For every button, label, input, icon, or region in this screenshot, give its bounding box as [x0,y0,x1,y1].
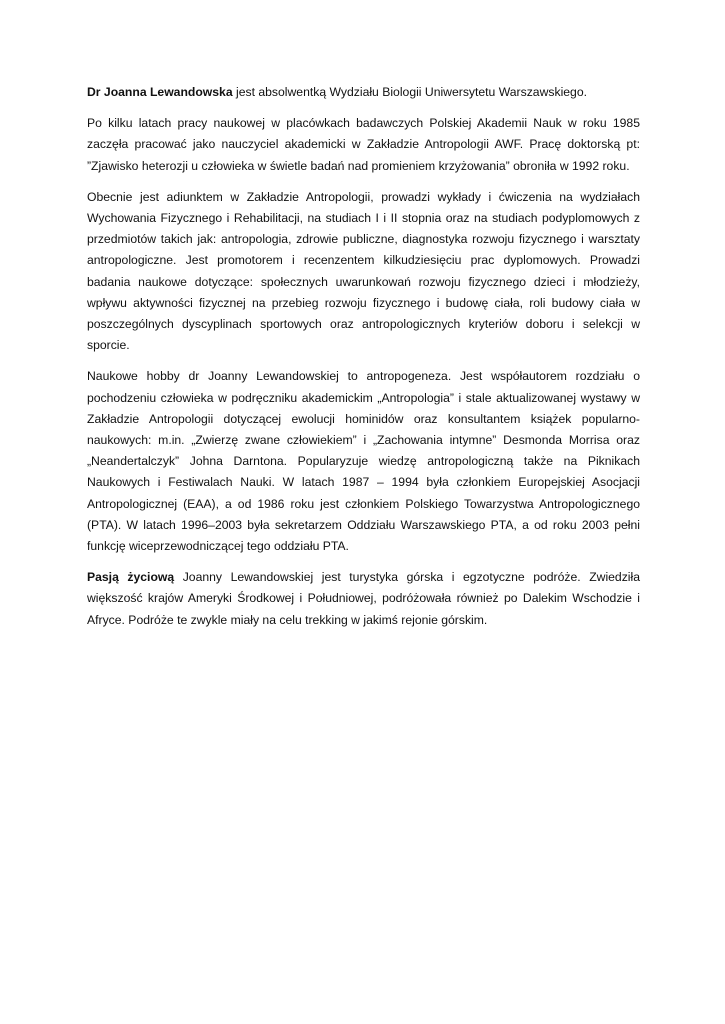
paragraph-intro [87,82,640,103]
paragraph-passion [87,567,640,631]
paragraph-career [87,113,640,177]
paragraph-text: Joanny Lewandowskiej jest turystyka górska i egzotyczne podróże. Zwiedziła większość krajów Ameryki Środkowej i Południowej, podróżowała również po Dalekim Wschodzie i Afryce. Podróże te zwykle miały na celu trekking w jakimś rejonie górskim. [87,570,640,627]
document-body [87,82,640,641]
paragraph-text: Po kilku latach pracy naukowej w placówkach badawczych Polskiej Akademii Nauk w roku 1985 zaczęła pracować jako nauczyciel akademicki w Zakładzie Antropologii AWF. Pracę doktorską pt: ”Zjawisko heterozji u człowieka w świetle badań nad promieniem krzyżowania” obroniła w 1992 roku. [87,116,640,173]
passion-lead: Pasją życiową [87,570,175,585]
paragraph-current-position [87,187,640,357]
paragraph-text: Naukowe hobby dr Joanny Lewandowskiej to antropogeneza. Jest współautorem rozdziału o pochodzeniu człowieka w podręczniku akademickim „Antropologia” i stale aktualizowanej wystawy w Zakładzie Antropologii dotyczącej ewolucji hominidów oraz konsultantem książek popularno-naukowych: m.in. „Zwierzę zwane człowiekiem” i „Zachowania intymne” Desmonda Morrisa oraz „Neandertalczyk” Johna Darntona. Popularyzuje wiedzę antropologiczną także na Piknikach Naukowych i Festiwalach Nauki. W latach 1987 – 1994 była członkiem Europejskiej Asocjacji Antropologicznej (EAA), a od 1986 roku jest członkiem Polskiego Towarzystwa Antropologicznego (PTA). W latach 1996–2003 była sekretarzem Oddziału Warszawskiego PTA, a od roku 2003 pełni funkcję wiceprzewodniczącej tego oddziału PTA. [87,369,640,554]
paragraph-text: Obecnie jest adiunktem w Zakładzie Antropologii, prowadzi wykłady i ćwiczenia na wydziałach Wychowania Fizycznego i Rehabilitacji, na studiach I i II stopnia oraz na studiach podyplomowych z przedmiotów takich jak: antropologia, zdrowie publiczne, diagnostyka rozwoju fizycznego i warsztaty antropologiczne. Jest promotorem i recenzentem kilkudziesięciu prac dyplomowych. Prowadzi badania naukowe dotyczące: społecznych uwarunkowań rozwoju fizycznego dzieci i młodzieży, wpływu aktywności fizycznej na przebieg rozwoju fizycznego i budowę ciała, roli budowy ciała w poszczególnych dyscyplinach sportowych oraz antropologicznych kryteriów doboru i selekcji w sporcie. [87,189,640,353]
paragraph-text: jest absolwentką Wydziału Biologii Uniwersytetu Warszawskiego. [232,85,587,99]
paragraph-hobby [87,366,640,557]
author-name: Dr Joanna Lewandowska [87,85,233,99]
